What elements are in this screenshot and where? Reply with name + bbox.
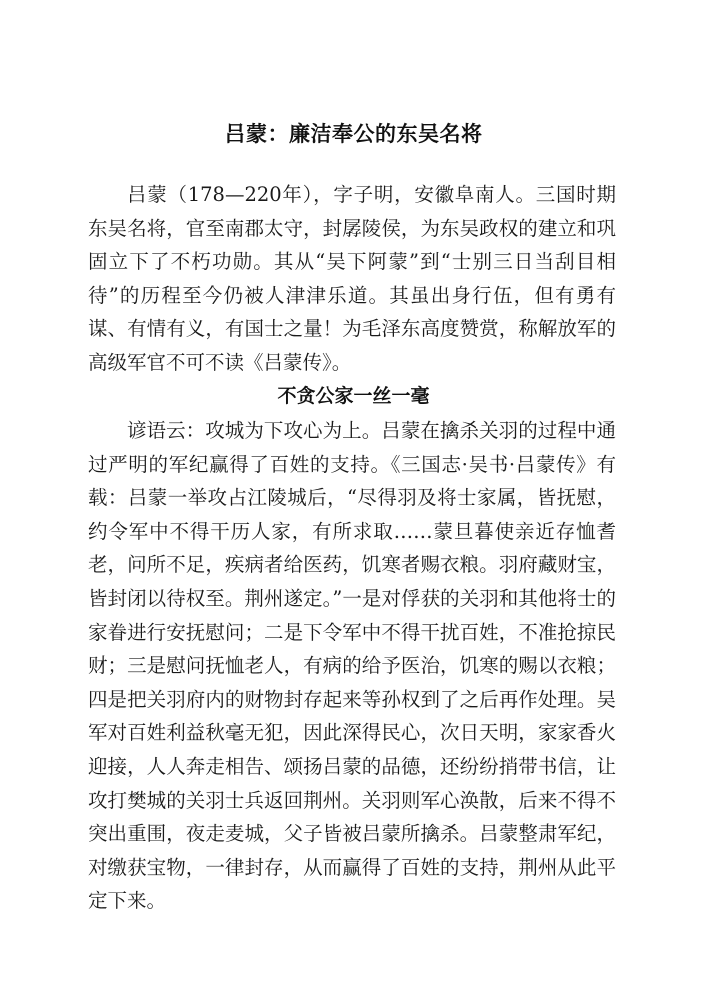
page-title: 吕蒙：廉洁奉公的东吴名将 — [224, 121, 483, 146]
section-paragraph: 谚语云：攻城为下攻心为上。吕蒙在擒杀关羽的过程中通过严明的军纪赢得了百姓的支持。《三国志·吴书·吕蒙传》有载：吕蒙一举攻占江陵城后，“尽得羽及将士家属，皆抚慰，约令军中不得干历人家，有所求取……蒙旦暮使亲近存恤耆老，问所不足，疾病者给医药，饥寒者赐衣粮。羽府藏财宝，皆封闭以待权至。荆州遂定。”一是对俘获的关羽和其他将士的家眷进行安抚慰问；二是下令军中不得干扰百姓，不准抢掠民财；三是慰问抚恤老人，有病的给予医治，饥寒的赐以衣粮；四是把关羽府内的财物封存起来等孙权到了之后再作处理。吴军对百姓利益秋毫无犯，因此深得民心，次日天明，家家香火迎接，人人奔走相告、颂扬吕蒙的品德，还纷纷捎带书信，让攻打樊城的关羽士兵返回荆州。关羽则军心涣散，后来不得不突出重围，夜走麦城，父子皆被吕蒙所擒杀。吕蒙整肃军纪，对缴获宝物，一律封存，从而赢得了百姓的支持，荆州从此平定下来。 — [88, 419, 616, 913]
section-heading: 不贪公家一丝一毫 — [277, 385, 430, 407]
section-block — [88, 414, 616, 918]
intro-paragraph: 吕蒙（178—220年），字子明，安徽阜南人。三国时期东吴名将，官至南郡太守，封孱陵侯，为东吴政权的建立和巩固立下了不朽功勋。其从“吴下阿蒙”到“士别三日当刮目相待”的历程至今仍被人津津乐道。其虽出身行伍，但有勇有谋、有情有义，有国士之量！为毛泽东高度赞赏，称解放军的高级军官不可不读《吕蒙传》。 — [88, 183, 616, 374]
intro-block — [88, 178, 616, 380]
